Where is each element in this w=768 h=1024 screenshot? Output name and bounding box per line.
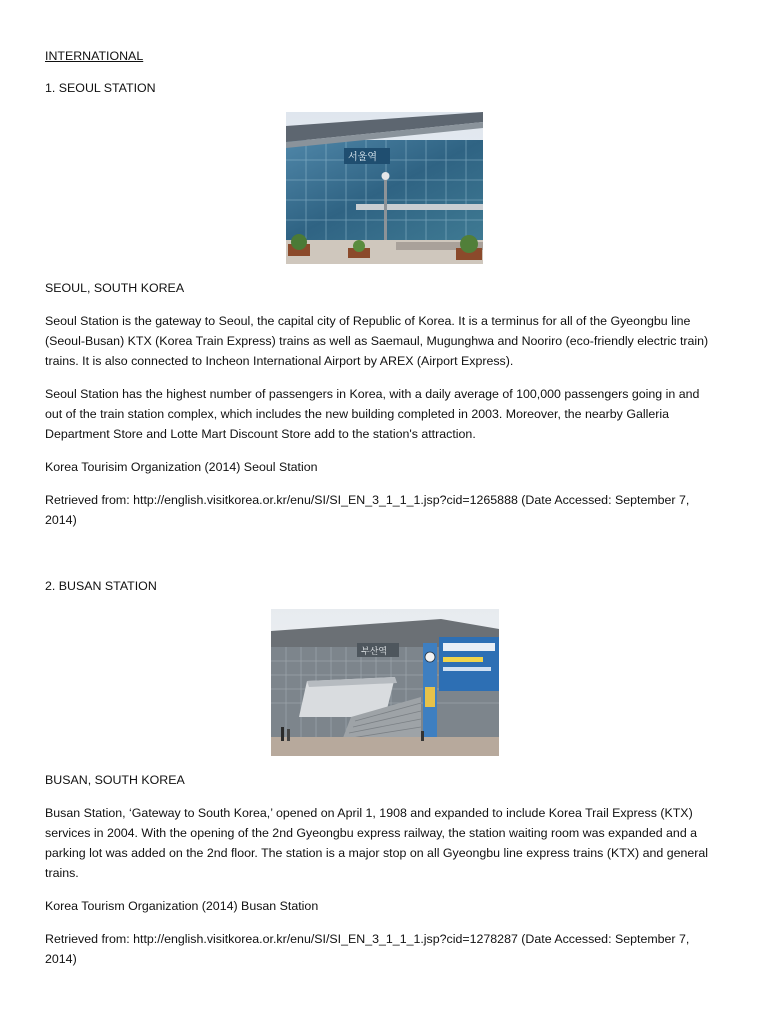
seoul-retrieved	[45, 490, 725, 530]
seoul-location: SEOUL, SOUTH KOREA	[45, 281, 185, 295]
seoul-paragraph-2	[45, 384, 725, 444]
seoul-heading: 1. SEOUL STATION	[45, 81, 156, 95]
text-line: parking lot was added on the 2nd floor. The station is a major stop on all Gyeongbu line express trains (KTX) and general	[45, 846, 709, 860]
text-line: Retrieved from: http://english.visitkorea.or.kr/enu/SI/SI_EN_3_1_1_1.jsp?cid=1278287 (Date Accessed: September 7,	[45, 932, 690, 946]
text-line: Retrieved from: http://english.visitkorea.or.kr/enu/SI/SI_EN_3_1_1_1.jsp?cid=1265888 (Date Accessed: September 7,	[45, 493, 690, 507]
seoul-citation: Korea Tourisim Organization (2014) Seoul Station	[45, 460, 318, 474]
busan-paragraph-1	[45, 803, 725, 883]
busan-heading: 2. BUSAN STATION	[45, 579, 157, 593]
text-line: out of the train station complex, which includes the new building completed in 2003. Moreover, the nearby Galleria	[45, 407, 670, 421]
busan-retrieved	[45, 929, 725, 969]
text-line: Department Store and Lotte Mart Discount Store add to the station's attraction.	[45, 427, 476, 441]
section-title: INTERNATIONAL	[45, 49, 144, 63]
busan-citation: Korea Tourism Organization (2014) Busan Station	[45, 899, 319, 913]
busan-station-photo	[271, 609, 499, 756]
text-line: services in 2004. With the opening of the 2nd Gyeongbu express railway, the station waiting room was expanded and a	[45, 826, 698, 840]
seoul-station-photo	[286, 112, 483, 264]
text-line: Busan Station, ‘Gateway to South Korea,’ opened on April 1, 1908 and expanded to include Korea Trail Express (KTX)	[45, 806, 693, 820]
svg-text:서울역: 서울역	[348, 152, 377, 163]
svg-text:부산역: 부산역	[361, 647, 388, 657]
text-line: 2014)	[45, 513, 77, 527]
text-line: trains. It is also connected to Incheon International Airport by AREX (Airport Express).	[45, 354, 514, 368]
text-line: trains.	[45, 866, 79, 880]
busan-location: BUSAN, SOUTH KOREA	[45, 773, 185, 787]
seoul-paragraph-1	[45, 311, 725, 371]
text-line: (Seoul-Busan) KTX (Korea Train Express) trains as well as Saemaul, Mugunghwa and Nooriro (eco-friendly electric train)	[45, 334, 709, 348]
text-line: 2014)	[45, 952, 77, 966]
text-line: Seoul Station has the highest number of passengers in Korea, with a daily average of 100,000 passengers going in and	[45, 387, 700, 401]
text-line: Seoul Station is the gateway to Seoul, the capital city of Republic of Korea. It is a terminus for all of the Gyeongbu line	[45, 314, 691, 328]
